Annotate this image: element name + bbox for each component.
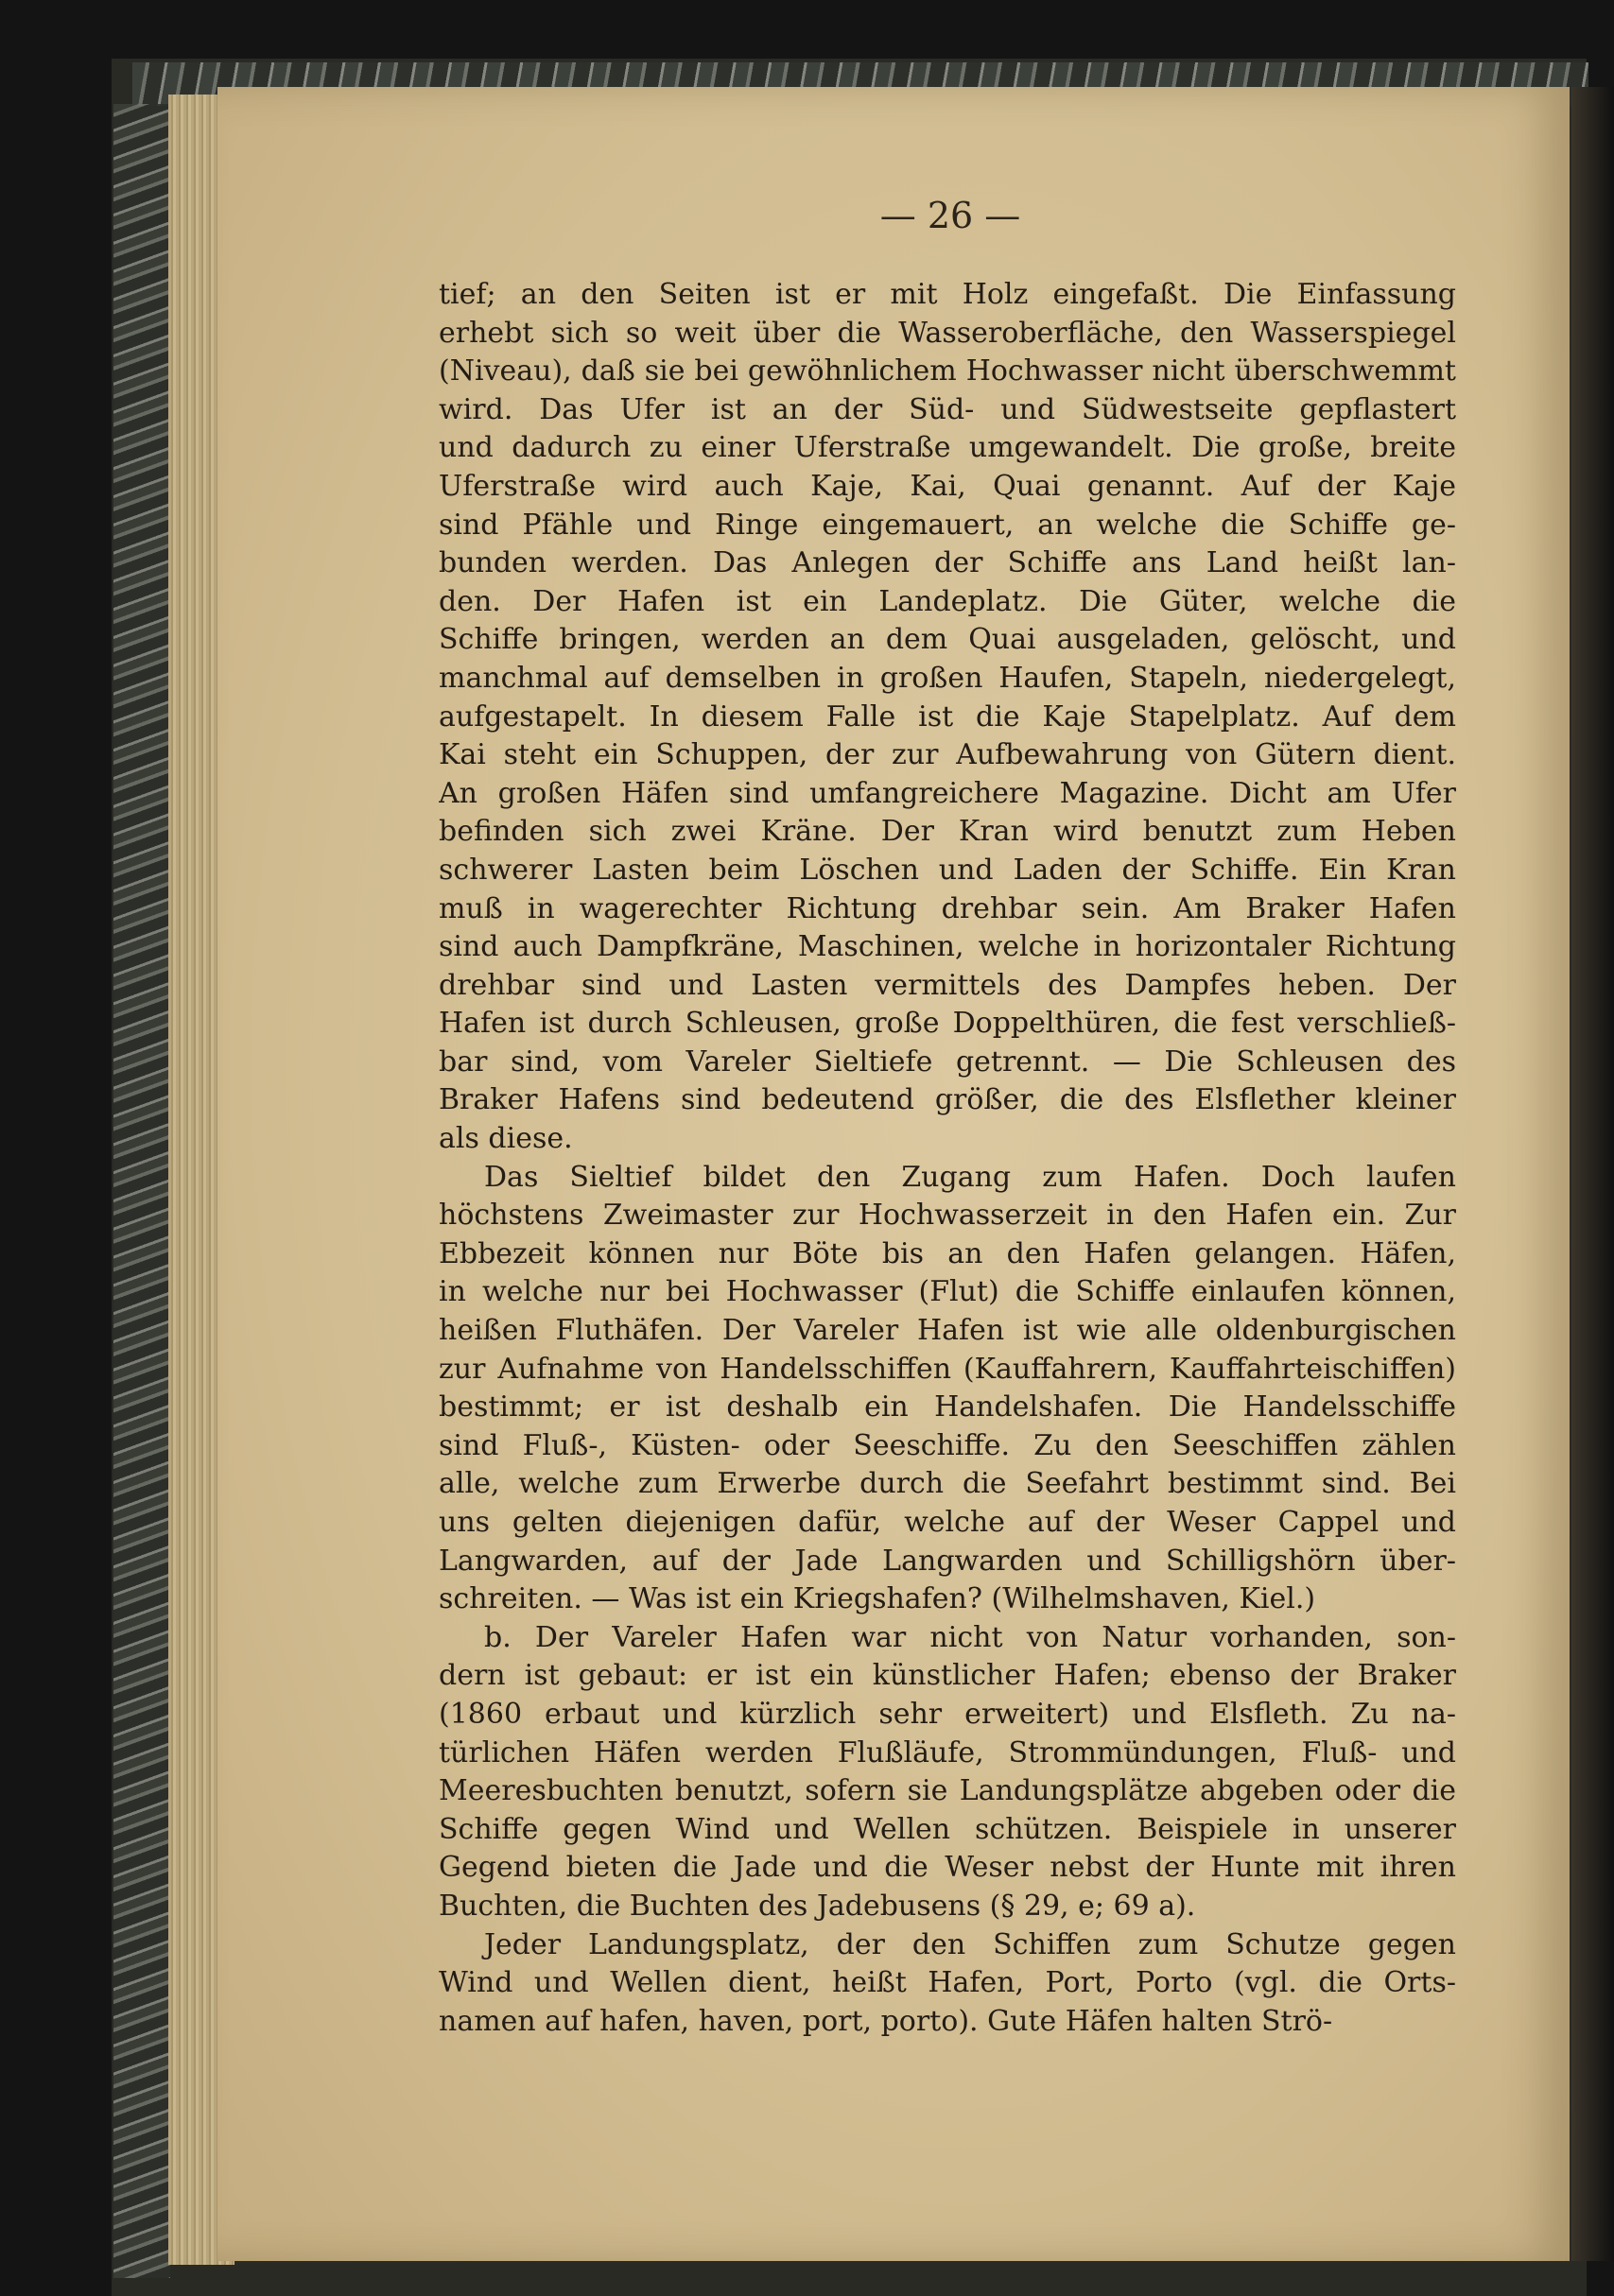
text-line: höchstens Zweimaster zur Hochwasserzeit in den Hafen ein. Zur	[439, 1199, 1456, 1233]
text-line: (1860 erbaut und kürzlich sehr erweitert) und Elsfleth. Zu na-	[439, 1697, 1456, 1731]
text-line: manchmal auf demselben in großen Haufen, Stapeln, niedergelegt,	[439, 661, 1456, 695]
text-line: sind auch Dampfkräne, Maschinen, welche in horizontaler Richtung	[439, 930, 1456, 964]
text-line: den. Der Hafen ist ein Landeplatz. Die Güter, welche die	[439, 584, 1456, 618]
text-line: namen auf hafen, haven, port, porto). Gute Häfen halten Strö-	[439, 2004, 1333, 2038]
text-line: Ebbezeit können nur Böte bis an den Hafen gelangen. Häfen,	[439, 1236, 1456, 1270]
page-number: — 26 —	[879, 195, 1021, 236]
text-line: muß in wagerechter Richtung drehbar sein. Am Braker Hafen	[439, 891, 1456, 925]
text-line: und dadurch zu einer Uferstraße umgewandelt. Die große, breite	[439, 431, 1456, 465]
text-line: Wind und Wellen dient, heißt Hafen, Port, Porto (vgl. die Orts-	[439, 1966, 1456, 2000]
text-line: sind Fluß-, Küsten- oder Seeschiffe. Zu den Seeschiffen zählen	[439, 1428, 1456, 1462]
text-line: Jeder Landungsplatz, der den Schiffen zum Schutze gegen	[484, 1927, 1456, 1961]
text-line: aufgestapelt. In diesem Falle ist die Kaje Stapelplatz. Auf dem	[439, 699, 1456, 734]
text-line: Schiffe bringen, werden an dem Quai ausgeladen, gelöscht, und	[439, 623, 1456, 657]
text-line: wird. Das Ufer ist an der Süd- und Südwestseite gepflastert	[439, 392, 1456, 426]
text-line: Gegend bieten die Jade und die Weser nebst der Hunte mit ihren	[439, 1851, 1456, 1885]
text-line: drehbar sind und Lasten vermittels des Dampfes heben. Der	[439, 968, 1456, 1002]
text-line: b. Der Vareler Hafen war nicht von Natur vorhanden, son-	[484, 1620, 1456, 1654]
text-line: alle, welche zum Erwerbe durch die Seefahrt bestimmt sind. Bei	[439, 1467, 1456, 1501]
text-line: dern ist gebaut: er ist ein künstlicher Hafen; ebenso der Braker	[439, 1659, 1456, 1693]
text-line: zur Aufnahme von Handelsschiffen (Kauffahrern, Kauffahrteischiffen)	[439, 1352, 1456, 1386]
text-line: Uferstraße wird auch Kaje, Kai, Quai genannt. Auf der Kaje	[439, 469, 1456, 503]
text-line: schreiten. — Was ist ein Kriegshafen? (Wilhelmshaven, Kiel.)	[439, 1582, 1316, 1616]
text-line: befinden sich zwei Kräne. Der Kran wird benutzt zum Heben	[439, 815, 1456, 849]
marbled-edge-left	[113, 104, 170, 2278]
text-line: uns gelten diejenigen dafür, welche auf der Weser Cappel und	[439, 1506, 1456, 1539]
text-line: Buchten, die Buchten des Jadebusens (§ 29, e; 69 a).	[439, 1889, 1196, 1923]
text-line: heißen Fluthäfen. Der Vareler Hafen ist wie alle oldenburgischen	[439, 1314, 1456, 1348]
text-line: Kai steht ein Schuppen, der zur Aufbewahrung von Gütern dient.	[439, 738, 1456, 772]
text-line: schwerer Lasten beim Löschen und Laden der Schiffe. Ein Kran	[439, 853, 1456, 887]
text-line: Braker Hafens sind bedeutend größer, die des Elsflether kleiner	[439, 1083, 1456, 1117]
text-line: Schiffe gegen Wind und Wellen schützen. Beispiele in unserer	[439, 1812, 1456, 1846]
text-line: türlichen Häfen werden Flußläufe, Strommündungen, Fluß- und	[439, 1735, 1456, 1769]
body-text	[439, 276, 1456, 2041]
text-line: tief; an den Seiten ist er mit Holz eingefaßt. Die Einfassung	[439, 278, 1456, 311]
text-line: Langwarden, auf der Jade Langwarden und Schilligshörn über-	[439, 1544, 1456, 1578]
text-line: bestimmt; er ist deshalb ein Handelshafen. Die Handelsschiffe	[439, 1390, 1456, 1424]
text-line: An großen Häfen sind umfangreichere Magazine. Dicht am Ufer	[439, 776, 1456, 810]
text-line: bunden werden. Das Anlegen der Schiffe ans Land heißt lan-	[439, 546, 1456, 580]
text-line: als diese.	[439, 1122, 573, 1156]
text-line: Das Sieltief bildet den Zugang zum Hafen. Doch laufen	[484, 1160, 1456, 1194]
text-line: in welche nur bei Hochwasser (Flut) die Schiffe einlaufen können,	[439, 1275, 1456, 1309]
text-line: Meeresbuchten benutzt, sofern sie Landungsplätze abgeben oder die	[439, 1774, 1456, 1808]
book-gutter	[1571, 87, 1614, 2261]
text-line: erhebt sich so weit über die Wasseroberfläche, den Wasserspiegel	[439, 316, 1456, 350]
text-line: Hafen ist durch Schleusen, große Doppelthüren, die fest verschließ-	[439, 1007, 1456, 1041]
text-line: (Niveau), daß sie bei gewöhnlichem Hochwasser nicht überschwemmt	[439, 354, 1456, 388]
text-line: bar sind, vom Vareler Sieltiefe getrennt. — Die Schleusen des	[439, 1044, 1456, 1079]
text-line: sind Pfähle und Ringe eingemauert, an welche die Schiffe ge-	[439, 508, 1456, 542]
